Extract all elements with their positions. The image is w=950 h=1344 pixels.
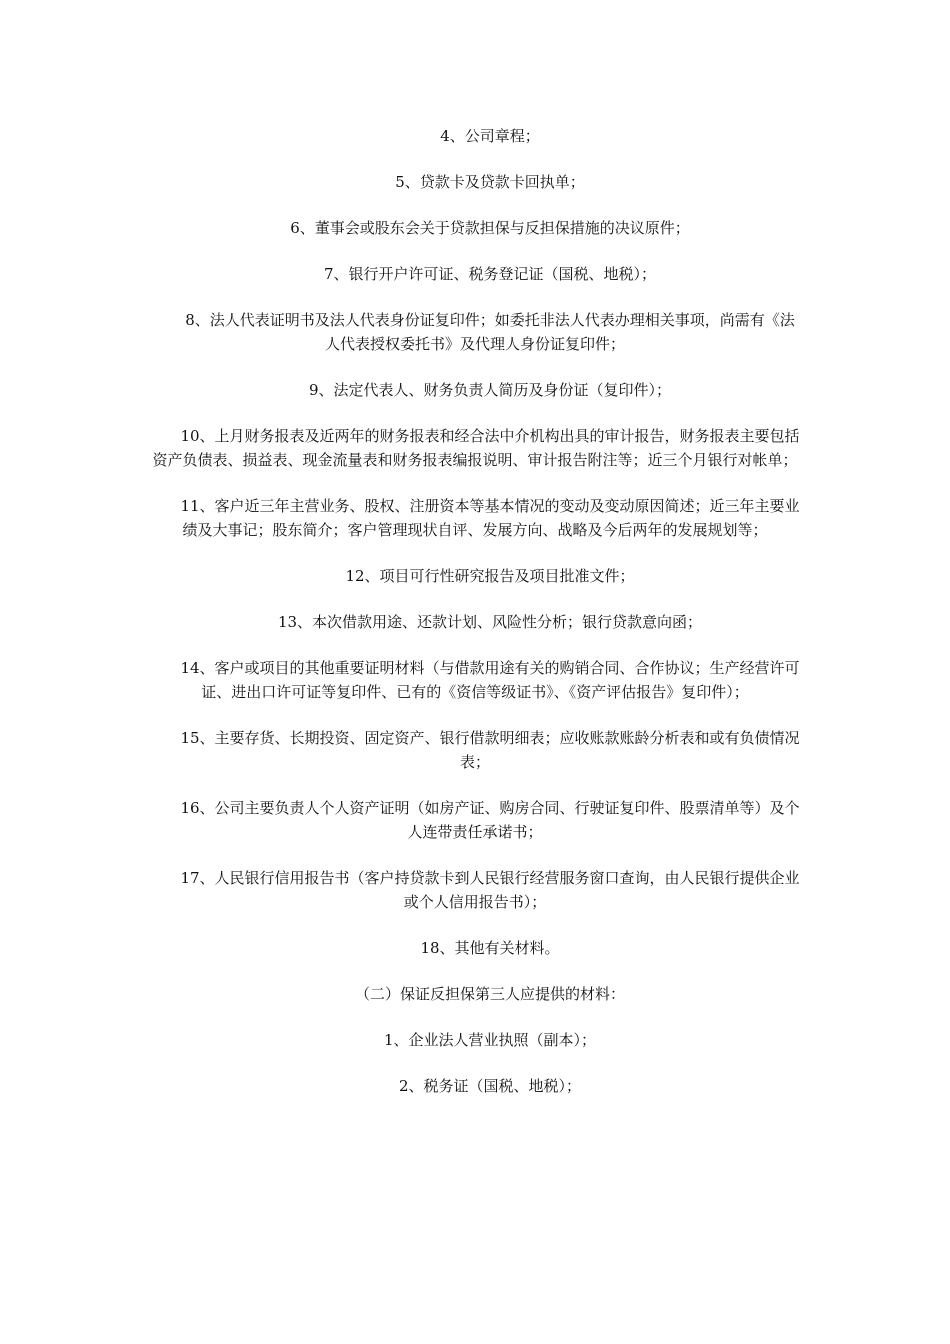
paragraph-item-7: 7、银行开户许可证、税务登记证（国税、地税）；	[323, 265, 657, 283]
paragraph-item-11: 11、客户近三年主营业务、股权、注册资本等基本情况的变动及变动原因简述；近三年主要业绩及大事记；股东简介；客户管理现状自评、发展方向、战略及今后两年的发展规划等；	[180, 497, 800, 539]
section-heading-guarantor-materials: （二）保证反担保第三人应提供的材料：	[354, 985, 625, 1003]
paragraph-item-6: 6、董事会或股东会关于贷款担保与反担保措施的决议原件；	[290, 219, 690, 237]
paragraph-item-12: 12、项目可行性研究报告及项目批准文件；	[345, 567, 635, 585]
paragraph-item-business-license: 1、企业法人营业执照（副本）；	[383, 1031, 597, 1049]
paragraph-item-5: 5、贷款卡及贷款卡回执单；	[395, 173, 585, 191]
paragraph-item-9: 9、法定代表人、财务负责人简历及身份证（复印件）；	[308, 381, 672, 399]
paragraph-item-13: 13、本次借款用途、还款计划、风险性分析；银行贷款意向函；	[277, 613, 703, 631]
paragraph-item-18: 18、其他有关材料。	[420, 939, 560, 957]
paragraph-item-17: 17、人民银行信用报告书（客户持贷款卡到人民银行经营服务窗口查询，由人民银行提供企业或个人信用报告书）；	[180, 869, 800, 911]
paragraph-item-16: 16、公司主要负责人个人资产证明（如房产证、购房合同、行驶证复印件、股票清单等）及个人连带责任承诺书；	[180, 799, 800, 841]
paragraph-item-14: 14、客户或项目的其他重要证明材料（与借款用途有关的购销合同、合作协议；生产经营许可证、进出口许可证等复印件、已有的《资信等级证书》、《资产评估报告》复印件）；	[180, 659, 800, 701]
paragraph-item-tax-certificate: 2、税务证（国税、地税）；	[398, 1077, 582, 1095]
document-body	[148, 124, 802, 1098]
paragraph-item-15: 15、主要存货、长期投资、固定资产、银行借款明细表；应收账款账龄分析表和或有负债情况表；	[180, 729, 800, 771]
paragraph-item-8: 8、法人代表证明书及法人代表身份证复印件；如委托非法人代表办理相关事项，尚需有《法人代表授权委托书》及代理人身份证复印件；	[185, 311, 795, 353]
paragraph-item-4: 4、公司章程；	[440, 127, 540, 145]
paragraph-item-10: 10、上月财务报表及近两年的财务报表和经合法中介机构出具的审计报告，财务报表主要包括资产负债表、损益表、现金流量表和财务报表编报说明、审计报告附注等；近三个月银行对帐单；	[152, 427, 800, 469]
